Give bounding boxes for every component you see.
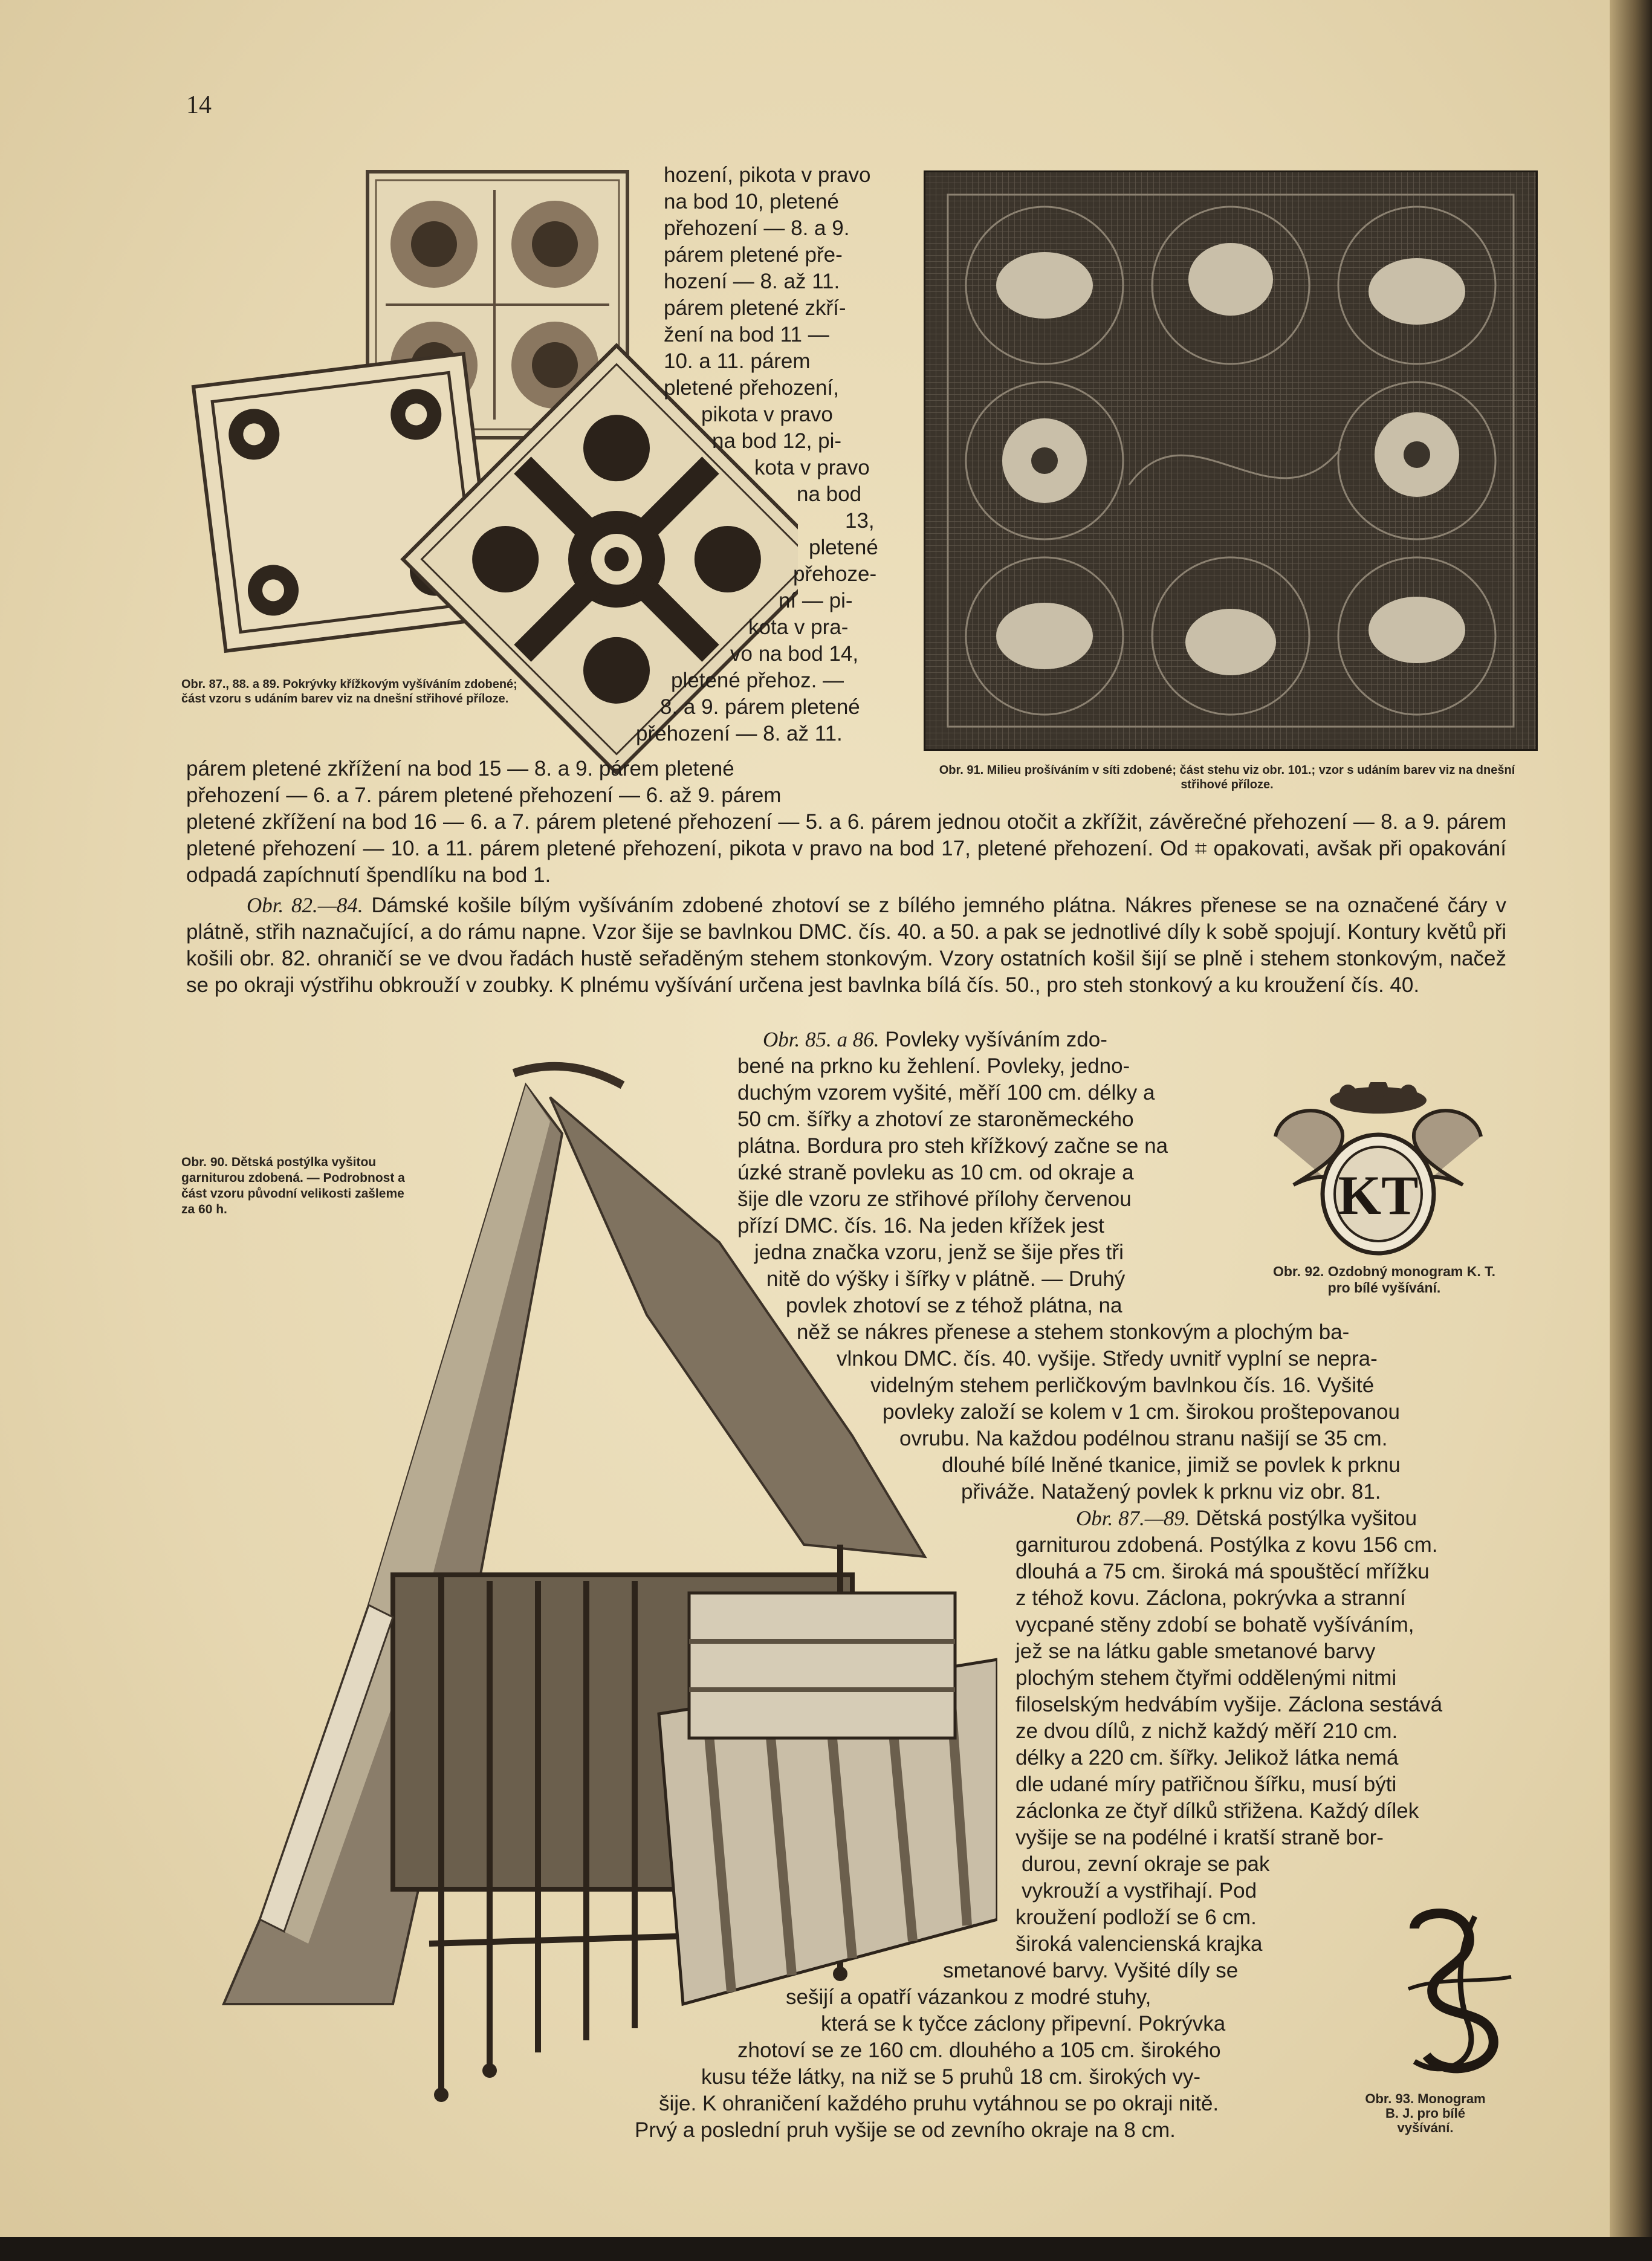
text-line: filoselským hedvábím vyšije. Záclona sestává bbox=[1015, 1693, 1443, 1716]
text-line: durou, zevní okraje se pak bbox=[1022, 1852, 1270, 1876]
text-line: sešijí a opatří vázankou z modré stuhy, bbox=[786, 1985, 1152, 2009]
text-line: široká valencienská krajka bbox=[1015, 1932, 1263, 1956]
text-line: vyšije se na podélné i kratší straně bor- bbox=[1015, 1826, 1384, 1849]
text-line: párem pletené zkřížení na bod 15 — 8. a 9. párem pletené bbox=[186, 757, 734, 780]
text-line: povleky založí se kolem v 1 cm. širokou proštepovanou bbox=[883, 1400, 1400, 1424]
text-line: bené na prkno ku žehlení. Povleky, jedno- bbox=[737, 1054, 1130, 1078]
page-edge-shadow bbox=[1610, 0, 1652, 2261]
text-line: plochým stehem čtyřmi oddělenými nitmi bbox=[1015, 1666, 1397, 1690]
paragraph-lace-end bbox=[186, 809, 1506, 889]
text-line: 10. a 11. párem bbox=[664, 349, 811, 373]
text-line: žení na bod 11 — bbox=[664, 323, 829, 346]
text-line: šije. K ohraničení každého pruhu vytáhnou se po okraji nitě. bbox=[659, 2092, 1219, 2115]
text-line: jež se na látku gable smetanové barvy bbox=[1015, 1640, 1376, 1663]
text-line: z téhož kovu. Záclona, pokrývka a stranní bbox=[1015, 1586, 1406, 1610]
text-line: na bod 12, pi- bbox=[712, 429, 842, 453]
text-line: pletené bbox=[809, 536, 878, 559]
text-line: dlouhé bílé lněné tkanice, jimiž se povlek k prknu bbox=[942, 1453, 1401, 1477]
monogram-kt-text: KT bbox=[1338, 1164, 1419, 1226]
text-line: na bod bbox=[797, 482, 862, 506]
figure-ref: Obr. 87.—89. bbox=[1076, 1507, 1190, 1530]
text-line: povlek zhotoví se z téhož plátna, na bbox=[786, 1294, 1122, 1317]
paragraph-obr-82-84 bbox=[186, 892, 1506, 999]
monogram-kt-figure bbox=[1257, 1082, 1499, 1264]
text-line: úzké straně povleku as 10 cm. od okraje a bbox=[737, 1161, 1134, 1184]
text-line: vo na bod 14, bbox=[730, 642, 859, 666]
text-line: přiváže. Natažený povlek k prknu viz obr. 81. bbox=[961, 1480, 1381, 1504]
text-line: vlnkou DMC. čís. 40. vyšije. Středy uvnitř vyplní se nepra- bbox=[837, 1347, 1378, 1371]
text-line: přehození — 6. a 7. párem pletené přehození — 6. až 9. párem bbox=[186, 783, 782, 807]
text-line: délky a 220 cm. šířky. Jelikož látka nemá bbox=[1015, 1746, 1399, 1770]
text-line: která se k tyčce záclony připevní. Pokrývka bbox=[821, 2012, 1226, 2036]
text-line: kroužení podloží se 6 cm. bbox=[1015, 1906, 1257, 1929]
text-line: videlným stehem perličkovým bavlnkou čís. 16. Vyšité bbox=[870, 1374, 1375, 1397]
caption-obr-91: Obr. 91. Milieu prošíváním v síti zdobené; část stehu viz obr. 101.; vzor s udáním barev viz na dnešní střihové příloze. bbox=[939, 764, 1515, 791]
caption-obr-92: Obr. 92. Ozdobný monogram K. T. pro bílé vyšívání. bbox=[1272, 1264, 1496, 1296]
figure-crib bbox=[187, 1061, 997, 2137]
text-line: zhotoví se ze 160 cm. dlouhého a 105 cm. širokého bbox=[737, 2039, 1221, 2062]
text-line: něž se nákres přenese a stehem stonkovým a plochým ba- bbox=[797, 1320, 1350, 1344]
text-line: ní — pi- bbox=[779, 589, 853, 612]
page-number: 14 bbox=[186, 91, 212, 119]
page-bottom-edge bbox=[0, 2237, 1652, 2261]
text-line: plátna. Bordura pro steh křížkový začne se na bbox=[737, 1134, 1168, 1158]
text-line bbox=[763, 1027, 1107, 1053]
text-line: párem pletené zkří- bbox=[664, 296, 846, 320]
text-line: přehození — 8. až 11. bbox=[636, 722, 843, 745]
text-line: pikota v pravo bbox=[701, 403, 833, 426]
text-line: smetanové barvy. Vyšité díly se bbox=[943, 1959, 1239, 1982]
monogram-bj-figure bbox=[1390, 1904, 1523, 2086]
text-line: dle udané míry patřičnou šířku, musí býti bbox=[1015, 1773, 1397, 1796]
text-line: jedna značka vzoru, jenž se šije přes tři bbox=[754, 1241, 1124, 1264]
caption-obr-87-89: Obr. 87., 88. a 89. Pokrývky křížkovým vyšíváním zdobené; část vzoru s udáním barev viz na dnešní střihové příloze. bbox=[181, 678, 517, 706]
text-line: 13, bbox=[845, 509, 875, 533]
text-line: hození — 8. až 11. bbox=[664, 270, 840, 293]
text-line: hození, pikota v pravo bbox=[664, 163, 871, 187]
text-line bbox=[1076, 1505, 1417, 1532]
text-line: přízí DMC. čís. 16. Na jeden křížek jest bbox=[737, 1214, 1104, 1238]
text-line: šije dle vzoru ze střihové přílohy červenou bbox=[737, 1187, 1132, 1211]
text-line: nitě do výšky i šířky v plátně. — Druhý bbox=[766, 1267, 1126, 1291]
text-line: kota v pra- bbox=[748, 615, 849, 639]
text-line: vycpané stěny zdobí se bohatě vyšíváním, bbox=[1015, 1613, 1414, 1637]
text-line: kusu téže látky, na niž se 5 pruhů 18 cm. širokých vy- bbox=[701, 2065, 1201, 2089]
text: Povleky vyšíváním zdo- bbox=[885, 1028, 1107, 1051]
figure-milieu-net bbox=[924, 170, 1538, 751]
text-line: garniturou zdobená. Postýlka z kovu 156 cm. bbox=[1015, 1533, 1438, 1557]
text: Dětská postýlka vyšitou bbox=[1196, 1507, 1417, 1530]
figure-ref: Obr. 85. a 86. bbox=[763, 1028, 879, 1051]
text-line: přehoze- bbox=[793, 562, 877, 586]
text-line: pletené přehoz. — bbox=[671, 669, 844, 692]
text-line: na bod 10, pletené bbox=[664, 190, 839, 213]
text-line: ovrubu. Na každou podélnou stranu našijí se 35 cm. bbox=[899, 1427, 1388, 1450]
text-line: 50 cm. šířky a zhotoví ze staroněmeckého bbox=[737, 1108, 1134, 1131]
text-line: záclonka ze čtyř dílků střižena. Každý dílek bbox=[1015, 1799, 1419, 1823]
figure-ref: Obr. 82.—84. bbox=[247, 894, 363, 917]
paragraph-text: pletené zkřížení na bod 16 — 6. a 7. párem pletené přehození — 5. a 6. párem jednou otočit a zkřížit, závěrečné přehození — 8. a 9. párem pletené přehození — 10. a 11. párem pletené přehození, pikota v pravo na bod 17, pletené přehození. Od ⌗ opakovati, avšak při opakování odpadá zapíchnutí špendlíku na bod 1. bbox=[186, 810, 1506, 887]
text-line: Prvý a poslední pruh vyšije se od zevního okraje na 8 cm. bbox=[635, 2118, 1176, 2142]
text-line: duchým vzorem vyšité, měří 100 cm. délky a bbox=[737, 1081, 1155, 1105]
text-line: ze dvou dílů, z nichž každý měří 210 cm. bbox=[1015, 1719, 1398, 1743]
paragraph-body: Dámské košile bílým vyšíváním zdobené zhotoví se z bílého jemného plátna. Nákres přenese se na označené čáry v plátně, střih naznačující, a do rámu napne. Vzor šije se bavlnkou DMC. čís. 40. a 50. a pak se jednotlivé díly k sobě spojují. Kontury květů při košili obr. 82. ohraničí se ve dvou řadách hustě seřaděným stehem stonkovým. Vzory ostatních košil šijí se plně i stehem stonkovým, načež se po okraji výstřihu obkrouží v zoubky. K plnému vyšívání určena jest bavlnka bílá čís. 50., pro steh stonkový a ku kroužení čís. 40. bbox=[186, 894, 1506, 997]
text-line: vykrouží a vystřihají. Pod bbox=[1022, 1879, 1257, 1903]
paragraph-text bbox=[186, 892, 1506, 999]
text-line: dlouhá a 75 cm. široká má spouštěcí mřížku bbox=[1015, 1560, 1430, 1583]
text-line: přehození — 8. a 9. bbox=[664, 216, 850, 240]
text-line: kota v pravo bbox=[754, 456, 870, 479]
text-line: pletené přehození, bbox=[664, 376, 839, 400]
caption-obr-90: Obr. 90. Dětská postýlka vyšitou garniturou zdobená. — Podrobnost a část vzoru původní velikosti zašleme za 60 h. bbox=[181, 1155, 405, 1216]
text-line: párem pletené pře- bbox=[664, 243, 843, 267]
text-line: 8. a 9. párem pletené bbox=[660, 695, 860, 719]
caption-obr-93: Obr. 93. Monogram B. J. pro bílé vyšívání. bbox=[1365, 2091, 1486, 2135]
